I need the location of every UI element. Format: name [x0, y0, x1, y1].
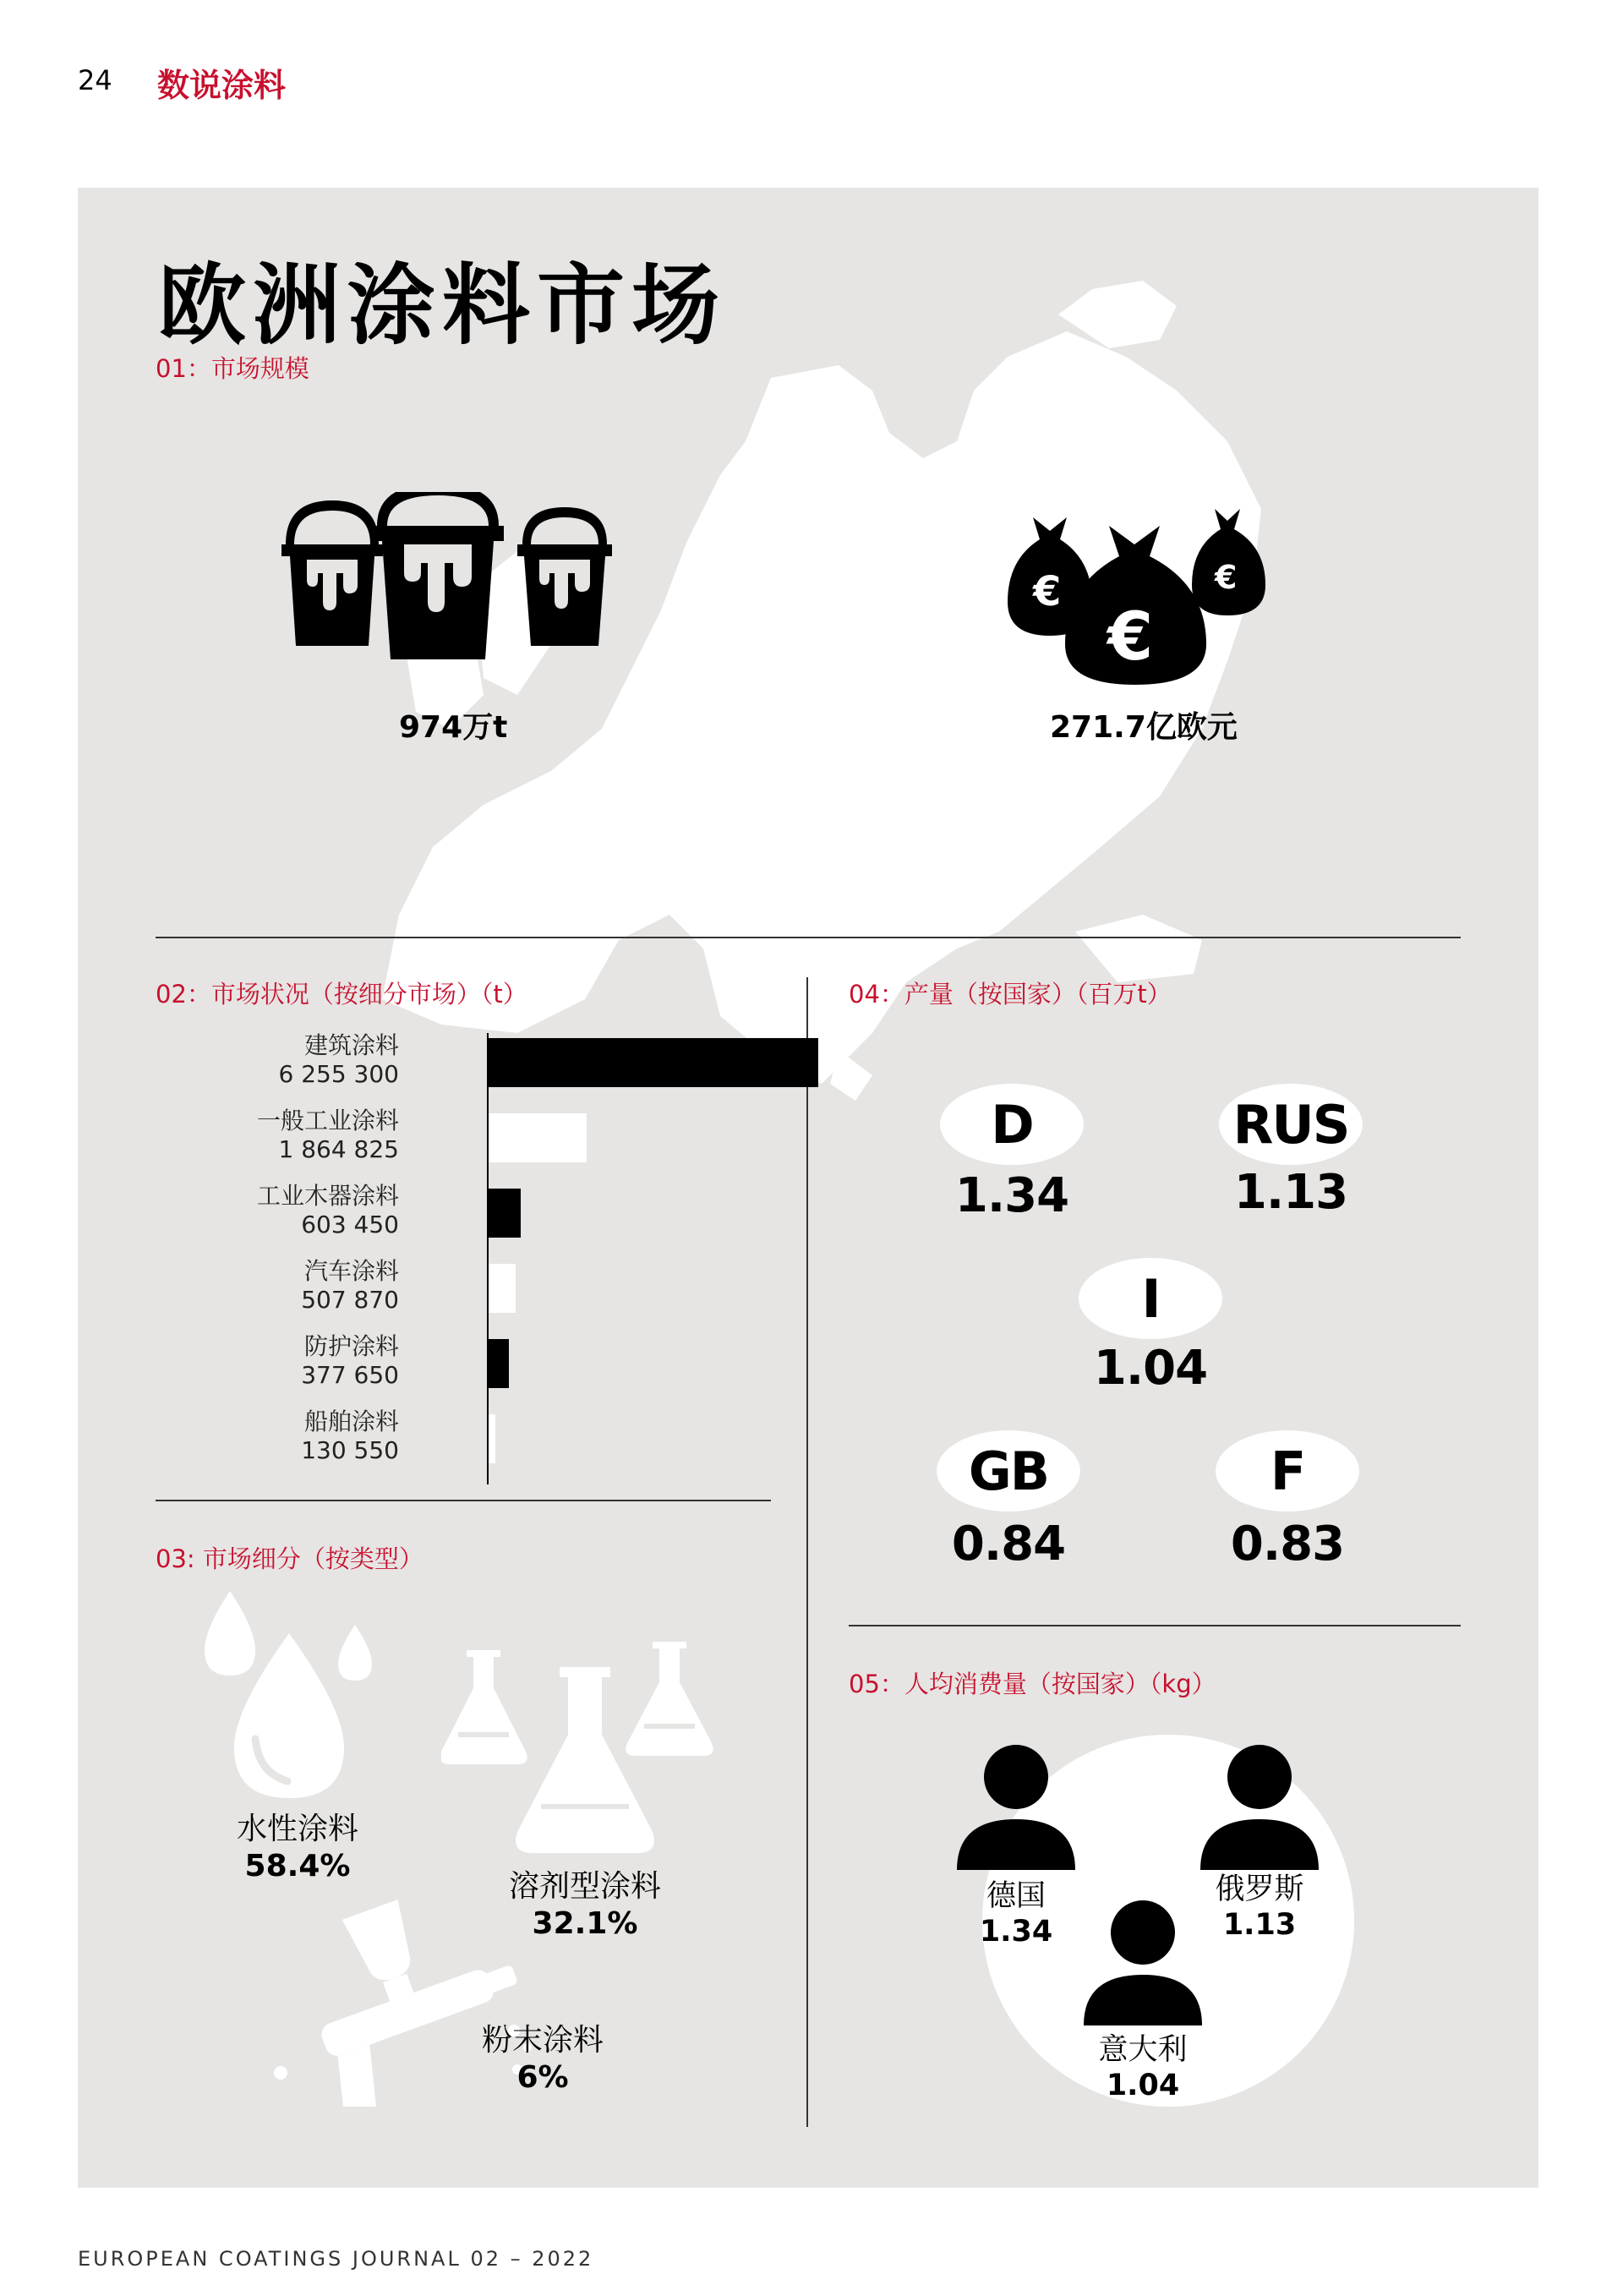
segment-name: 水性涂料: [236, 1812, 358, 1846]
water-drop-icon: [188, 1591, 407, 1802]
bar-label: [162, 1107, 399, 1164]
segment-name: 粉末涂料: [481, 2023, 604, 2058]
bar-category: 一般工业涂料: [256, 1107, 399, 1134]
production-value: 0.83: [1230, 1517, 1345, 1572]
bar-value-label: 507 870: [301, 1286, 399, 1314]
per-capita-value: 1.13: [1222, 1908, 1297, 1942]
bar-label: [162, 1332, 399, 1390]
bar: [489, 1339, 509, 1388]
section-label-production: 04：产量（按国家）（百万t）: [849, 980, 1172, 1009]
market-value-value: 271.7亿欧元: [1050, 710, 1238, 745]
bar-value-label: 377 650: [301, 1361, 399, 1389]
page-footer: EUROPEAN COATINGS JOURNAL 02 – 2022: [78, 2247, 594, 2271]
per-capita-value: 1.04: [1106, 2069, 1180, 2102]
bar-label: [162, 1257, 399, 1315]
production-value: 0.84: [951, 1517, 1066, 1572]
bar-value-label: 6 255 300: [278, 1060, 399, 1088]
bar-value-label: 1 864 825: [278, 1135, 399, 1163]
page-number: 24: [78, 64, 112, 96]
bar-label: [162, 1031, 399, 1089]
country-name: 德国: [986, 1879, 1046, 1913]
bar-value-label: 603 450: [301, 1211, 399, 1238]
section-divider: [156, 937, 1461, 938]
section-label-per-capita: 05：人均消费量（按国家）（kg）: [849, 1670, 1216, 1698]
svg-text:€: €: [1033, 568, 1062, 615]
production-value: 1.34: [954, 1168, 1069, 1223]
euro-money-bag-icon: [999, 500, 1278, 686]
country-code-badge: GB: [937, 1430, 1080, 1512]
bar-label: [162, 1408, 399, 1465]
country-code-badge: I: [1079, 1258, 1222, 1339]
person-icon: [1084, 1899, 1202, 2025]
section-divider: [156, 1500, 771, 1501]
segments-bar-chart: [162, 1033, 771, 1473]
bar-category: 建筑涂料: [303, 1031, 399, 1059]
per-capita-germany: [932, 1878, 1101, 1949]
segment-share: 6%: [516, 2060, 569, 2095]
segment-name: 溶剂型涂料: [508, 1869, 661, 1904]
country-name: 俄罗斯: [1215, 1872, 1304, 1906]
country-code-badge: F: [1216, 1430, 1359, 1512]
infographic-panel: [78, 188, 1538, 2188]
bar: [489, 1113, 587, 1162]
per-capita-value: 1.34: [979, 1915, 1053, 1949]
bar: [489, 1038, 818, 1087]
country-code-badge: RUS: [1219, 1084, 1363, 1165]
bar-label: [162, 1182, 399, 1239]
page-header: 数说涂料: [157, 67, 287, 104]
svg-text:€: €: [1107, 599, 1154, 675]
svg-text:€: €: [1215, 559, 1238, 596]
country-code-badge: D: [940, 1084, 1084, 1165]
segment-powder: [450, 2022, 636, 2096]
segment-waterborne: [205, 1811, 391, 1885]
country-name: 意大利: [1098, 2033, 1188, 2067]
person-icon: [1200, 1743, 1319, 1870]
section-label-market-size: 01：市场规模: [156, 354, 309, 383]
paint-bucket-icon: [277, 492, 632, 661]
bar-value-label: 130 550: [301, 1436, 399, 1464]
bar-category: 汽车涂料: [303, 1257, 399, 1285]
segment-share: 58.4%: [244, 1849, 351, 1883]
bar-category: 工业木器涂料: [256, 1182, 399, 1210]
bar: [489, 1264, 516, 1313]
column-divider: [806, 977, 808, 2127]
bar: [489, 1189, 521, 1238]
page-title: 欧洲涂料市场: [158, 254, 727, 357]
bar: [489, 1414, 495, 1463]
production-value: 1.04: [1093, 1341, 1208, 1396]
segment-share: 32.1%: [532, 1906, 638, 1941]
flask-icon: [441, 1642, 729, 1861]
per-capita-italy: [1058, 2032, 1227, 2103]
bar-category: 船舶涂料: [303, 1408, 399, 1435]
market-volume-value: 974万t: [399, 710, 508, 745]
production-value: 1.13: [1233, 1165, 1348, 1220]
section-label-segments-by-market: 02：市场状况（按细分市场）（t）: [156, 980, 527, 1009]
section-label-segments-by-type: 03: 市场细分（按类型）: [156, 1544, 424, 1573]
bar-category: 防护涂料: [303, 1332, 399, 1360]
section-divider: [849, 1625, 1461, 1626]
person-icon: [957, 1743, 1075, 1870]
